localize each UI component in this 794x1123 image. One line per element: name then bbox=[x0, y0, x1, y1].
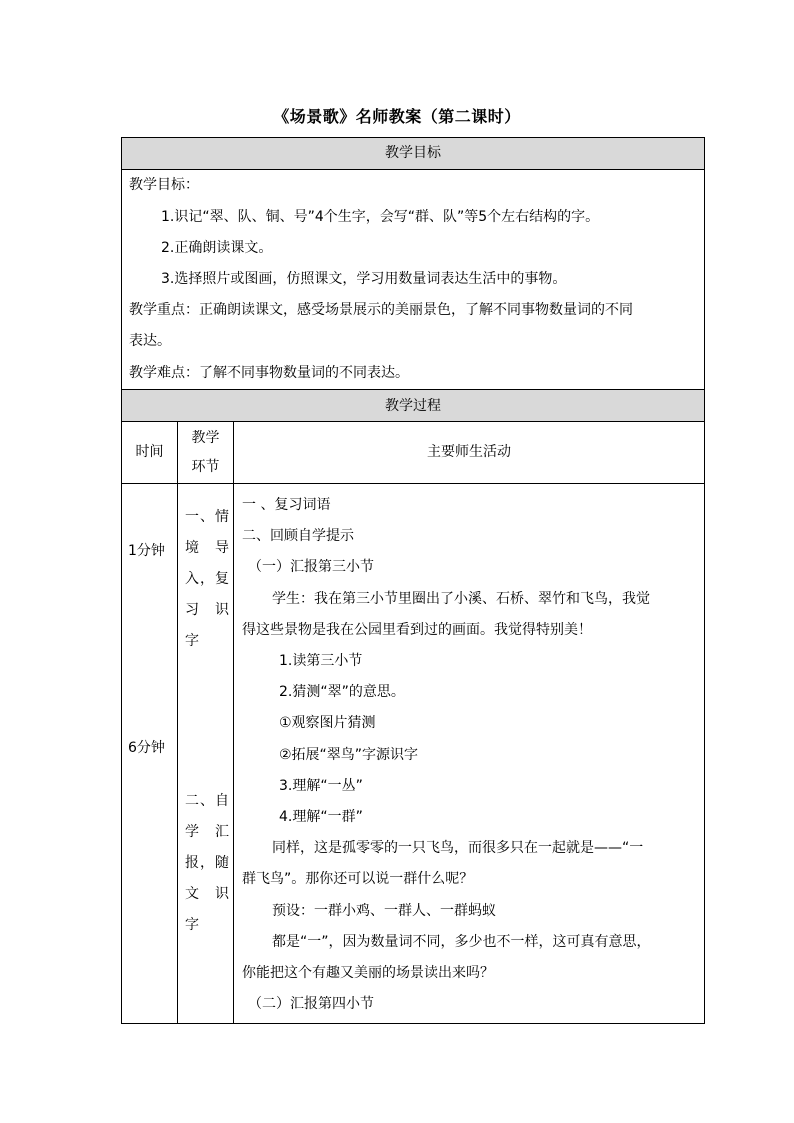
activity-line: ②拓展“翠鸟”字源识字 bbox=[279, 747, 419, 763]
column-header-activity: 主要师生活动 bbox=[427, 444, 511, 460]
activity-line: 你能把这个有趣又美丽的场景读出来吗？ bbox=[242, 965, 494, 981]
objectives-header: 教学目标 bbox=[122, 138, 704, 170]
difficult-points: 教学难点：了解不同事物数量词的不同表达。 bbox=[129, 365, 409, 381]
header-row-divider bbox=[122, 483, 704, 484]
process-header: 教学过程 bbox=[122, 389, 704, 422]
activity-line: 一 、复习词语 bbox=[242, 497, 331, 513]
lesson-plan-table bbox=[121, 137, 705, 1024]
objectives-label: 教学目标： bbox=[129, 177, 199, 193]
activity-line: 1.读第三小节 bbox=[279, 653, 363, 669]
column-divider-1 bbox=[177, 422, 178, 1024]
activity-line: 3.理解“一丛” bbox=[279, 778, 363, 794]
time-cell-2: 6分钟 bbox=[128, 740, 165, 756]
activity-line: ①观察图片猜测 bbox=[279, 715, 376, 731]
activity-line: 二、回顾自学提示 bbox=[242, 528, 354, 544]
column-header-stage-line2: 环节 bbox=[191, 459, 220, 475]
activity-line: 2.猜测“翠”的意思。 bbox=[279, 684, 405, 700]
stage-cell-2: 二 、 自 学 汇 报 ， 随 文 识 字 bbox=[185, 793, 229, 933]
column-header-time: 时间 bbox=[135, 444, 164, 460]
activity-line: 学生：我在第三小节里圈出了小溪、石桥、翠竹和飞鸟，我觉 bbox=[272, 591, 650, 607]
objectives-cell bbox=[122, 170, 704, 390]
stage-cell-1: 一 、 情 境 导 入 ， 复 习 识 字 bbox=[185, 509, 229, 649]
activity-line: （一）汇报第三小节 bbox=[248, 559, 374, 575]
activity-line: 同样，这是孤零零的一只飞鸟，而很多只在一起就是——“一 bbox=[272, 840, 644, 856]
column-header-stage-line1: 教学 bbox=[191, 430, 220, 446]
activity-line: 群飞鸟”。那你还可以说一群什么呢？ bbox=[242, 871, 474, 887]
key-points-cont: 表达。 bbox=[129, 333, 171, 349]
time-cell-1: 1分钟 bbox=[128, 543, 165, 559]
activity-line: （二）汇报第四小节 bbox=[248, 996, 374, 1012]
objective-2: 2.正确朗读课文。 bbox=[161, 240, 273, 256]
activity-line: 4.理解“一群” bbox=[279, 809, 363, 825]
column-divider-2 bbox=[233, 422, 234, 1024]
key-points: 教学重点：正确朗读课文，感受场景展示的美丽景色，了解不同事物数量词的不同 bbox=[129, 302, 633, 318]
column-header-stage bbox=[178, 424, 233, 482]
document-title: 《场景歌》名师教案（第二课时） bbox=[273, 107, 521, 126]
activity-line: 预设：一群小鸡、一群人、一群蚂蚁 bbox=[272, 903, 496, 919]
activity-line: 得这些景物是我在公园里看到过的画面。我觉得特别美！ bbox=[242, 622, 592, 638]
activity-line: 都是“一”，因为数量词不同，多少也不一样，这可真有意思， bbox=[272, 934, 651, 950]
objective-3: 3.选择照片或图画，仿照课文，学习用数量词表达生活中的事物。 bbox=[161, 271, 567, 287]
objective-1: 1.识记“翠、队、铜、号”4个生字，会写“群、队”等5个左右结构的字。 bbox=[161, 209, 600, 225]
